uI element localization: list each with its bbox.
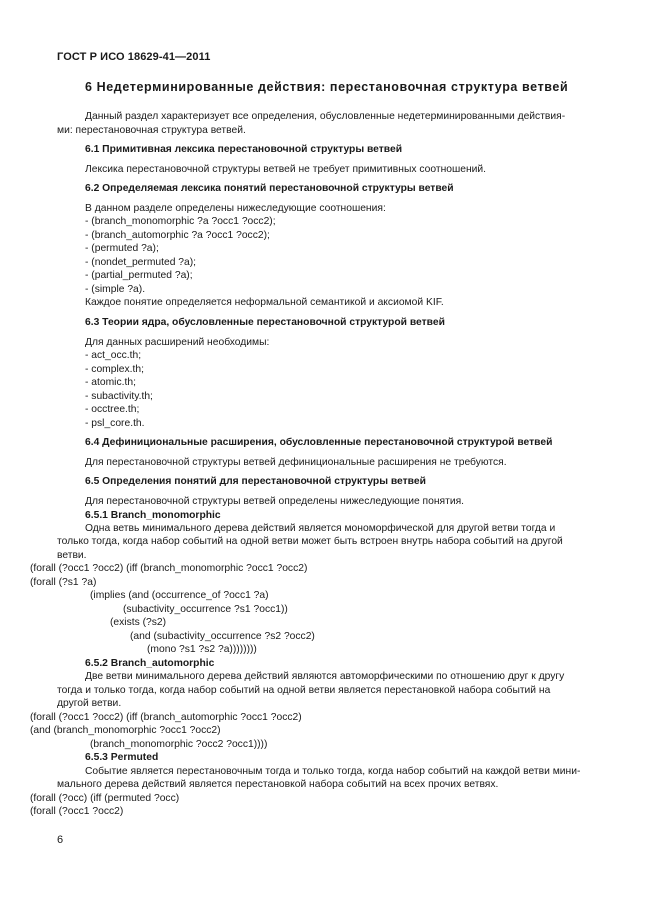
code-line: (exists (?s2) — [110, 617, 167, 628]
intro-line: Данный раздел характеризует все определения, обусловленные недетерминированными действия- — [85, 111, 566, 122]
code-line: (forall (?occ1 ?occ2) (iff (branch_automorphic ?occ1 ?occ2) — [30, 712, 302, 723]
list-item: - (branch_automorphic ?a ?occ1 ?occ2); — [85, 230, 270, 241]
list-item: - (partial_permuted ?a); — [85, 270, 193, 281]
section-title: 6 Недетерминированные действия: перестановочная структура ветвей — [85, 80, 569, 94]
list-item: - act_occ.th; — [85, 350, 142, 361]
list-item: - (branch_monomorphic ?a ?occ1 ?occ2); — [85, 216, 276, 227]
paragraph-line: другой ветви. — [57, 698, 122, 709]
subsection-title-6-5-2: 6.5.2 Branch_automorphic — [85, 658, 215, 669]
paragraph: Для данных расширений необходимы: — [85, 337, 270, 348]
subsection-title-6-5-3: 6.5.3 Permuted — [85, 752, 159, 763]
paragraph-line: только тогда, когда набор событий на одной ветви может быть встроен внутрь набора событий на другой — [57, 536, 563, 547]
paragraph-line: тогда и только тогда, когда набор событий на одной ветви является перестановкой набора событий на — [57, 685, 551, 696]
code-line: (branch_monomorphic ?occ2 ?occ1)))) — [90, 739, 268, 750]
paragraph-line: Событие является перестановочным тогда и только тогда, когда набор событий на каждой ветви мини- — [85, 766, 581, 777]
list-item: - (nondet_permuted ?a); — [85, 257, 197, 268]
code-line: (implies (and (occurrence_of ?occ1 ?a) — [90, 590, 269, 601]
list-item: - (simple ?a). — [85, 284, 146, 295]
paragraph-line: ветви. — [57, 550, 87, 561]
subsection-title-6-5-1: 6.5.1 Branch_monomorphic — [85, 510, 221, 521]
list-item: - complex.th; — [85, 364, 144, 375]
subsection-title-6-4: 6.4 Дефинициональные расширения, обусловленные перестановочной структурой ветвей — [85, 437, 553, 448]
paragraph: Лексика перестановочной структуры ветвей не требует примитивных соотношений. — [85, 164, 487, 175]
subsection-title-6-1: 6.1 Примитивная лексика перестановочной структуры ветвей — [85, 144, 403, 155]
paragraph-line: Две ветви минимального дерева действий являются автоморфическими по отношению друг к другу — [85, 671, 565, 682]
code-line: (and (branch_monomorphic ?occ1 ?occ2) — [30, 725, 221, 736]
code-line: (mono ?s1 ?s2 ?a)))))))) — [147, 644, 257, 655]
subsection-title-6-3: 6.3 Теории ядра, обусловленные перестановочной структурой ветвей — [85, 317, 445, 328]
paragraph: Для перестановочной структуры ветвей определены нижеследующие понятия. — [85, 496, 465, 507]
code-line: (forall (?s1 ?a) — [30, 577, 97, 588]
code-line: (forall (?occ) (iff (permuted ?occ) — [30, 793, 180, 804]
list-item: - occtree.th; — [85, 404, 140, 415]
page-number: 6 — [57, 834, 64, 846]
intro-line: ми: перестановочная структура ветвей. — [57, 125, 246, 136]
paragraph: Для перестановочной структуры ветвей дефинициональные расширения не требуются. — [85, 457, 507, 468]
document-header: ГОСТ Р ИСО 18629-41—2011 — [57, 51, 211, 63]
list-item: - (permuted ?a); — [85, 243, 159, 254]
paragraph-line: мального дерева действий является перестановкой набора событий на всех прочих ветвях. — [57, 779, 499, 790]
subsection-title-6-2: 6.2 Определяемая лексика понятий перестановочной структуры ветвей — [85, 183, 454, 194]
code-line: (forall (?occ1 ?occ2) — [30, 806, 124, 817]
paragraph: Каждое понятие определяется неформальной семантикой и аксиомой KIF. — [85, 297, 444, 308]
list-item: - atomic.th; — [85, 377, 136, 388]
list-item: - psl_core.th. — [85, 418, 145, 429]
code-line: (and (subactivity_occurrence ?s2 ?occ2) — [130, 631, 315, 642]
code-line: (forall (?occ1 ?occ2) (iff (branch_monomorphic ?occ1 ?occ2) — [30, 563, 308, 574]
subsection-title-6-5: 6.5 Определения понятий для перестановочной структуры ветвей — [85, 476, 426, 487]
code-line: (subactivity_occurrence ?s1 ?occ1)) — [123, 604, 288, 615]
paragraph: В данном разделе определены нижеследующие соотношения: — [85, 203, 386, 214]
list-item: - subactivity.th; — [85, 391, 153, 402]
paragraph-line: Одна ветвь минимального дерева действий является мономорфической для другой ветви тогда и — [85, 523, 556, 534]
